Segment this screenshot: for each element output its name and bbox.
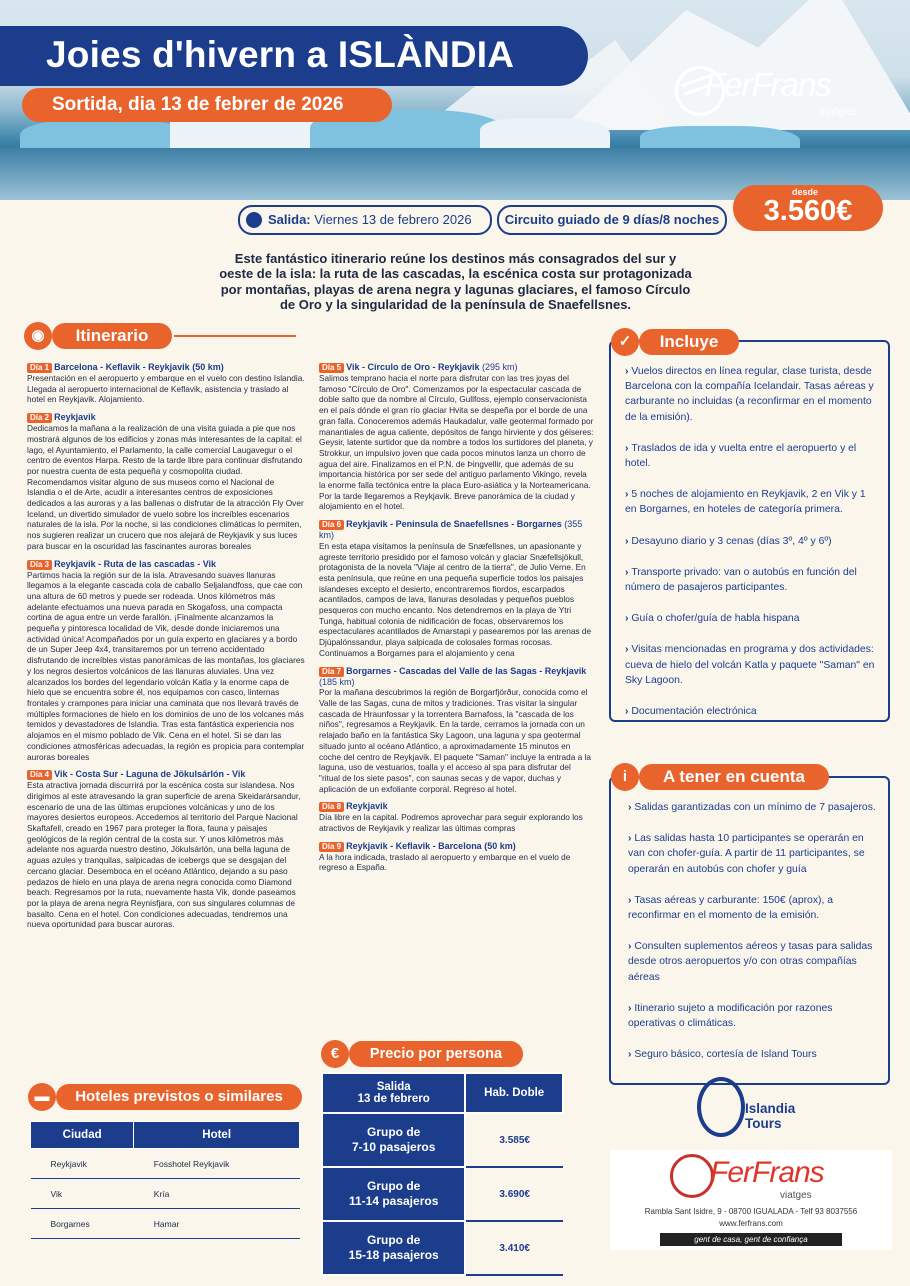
itinerary-day xyxy=(319,666,594,795)
ferfrans-contact-card xyxy=(610,1150,892,1250)
list-item: › Seguro básico, cortesía de Island Tours xyxy=(628,1047,876,1062)
brand-name: FerFrans xyxy=(705,66,831,103)
itinerary-column-right xyxy=(319,362,594,880)
check-icon: ✓ xyxy=(611,328,639,356)
prices-heading: Precio por persona xyxy=(349,1041,523,1067)
table-row xyxy=(31,1209,300,1239)
price-group: Grupo de 15-18 pasajeros xyxy=(322,1221,465,1275)
islandia-tours-logo xyxy=(697,1075,817,1135)
price-amount: 3.585€ xyxy=(465,1113,563,1167)
table-row xyxy=(31,1179,300,1209)
globe-icon xyxy=(670,1154,714,1198)
list-item: › Vuelos directos en línea regular, clase turista, desde Barcelona con la compañía Icelandair. Tasas aéreas y carburante no incluidas (a reconfirmar en el momento de la emisión). xyxy=(625,364,875,425)
hotels-col-hotel: Hotel xyxy=(134,1122,300,1149)
includes-heading: Incluye xyxy=(639,329,739,355)
list-item: › Traslados de ida y vuelta entre el aeropuerto y el hotel. xyxy=(625,441,875,471)
itinerary-column-left xyxy=(27,362,305,937)
day-title: Reykjavik - Keflavik - Barcelona (50 km) xyxy=(346,840,516,851)
table-row xyxy=(322,1167,563,1221)
list-item: › Documentación electrónica xyxy=(625,704,875,719)
itinerary-day xyxy=(319,362,594,512)
day-tag: Día 1 xyxy=(27,363,52,373)
website-link[interactable]: www.ferfrans.com xyxy=(719,1219,783,1228)
day-title: Reykjavik - Peninsula de Snaefellsnes - Borgarnes xyxy=(346,519,562,530)
day-heading xyxy=(319,841,594,852)
notes-list xyxy=(628,800,876,1078)
divider xyxy=(174,335,296,337)
day-text: Presentación en el aeropuerto y embarque en el vuelo con destino Islandia. Llegada al aeropuerto internacional de Keflavik, asistencia y traslado al hotel en Reykjavik. Alojamiento. xyxy=(27,373,305,405)
list-item: › Desayuno diario y 3 cenas (días 3º, 4º y 6º) xyxy=(625,534,875,549)
list-item: › Las salidas hasta 10 participantes se operarán en van con chofer-guía. A partir de 11 participantes, se operarán en autobús con chofer y guía xyxy=(628,831,876,877)
day-text: Salimos temprano hacia el norte para disfrutar con las tres joyas del famoso "Círculo de Oro". Comenzamos por la espectacular cascada de doble salto que da nombre al Círculo, Gullfoss, ejemplo conservacionista en el país dónde el gran río glaciar Hvita se despeña por el borde de una gran falla. Conoceremos además Haukadalur, valle geotermal formado por manantiales de agua caliente, depósitos de fango hirviente y dos géiseres: Geysir, latente surtidor que da nombre a todos los surtidores del planeta, y Strokkur, un impulsivo joven que cada pocos minutos lanza un chorro de agua del aire. Finalizamos en el P.N. de Þingvellir, que además de su importancia histórica por ser sede del antiguo parlamento Vikingo, revela la enorme falla tectónica entre la placa Euro-asiática y la Norteamericana. Por la tarde llegaremos a Reykjavik. Breve panorámica de la ciudad y alojamiento en el hotel. xyxy=(319,373,594,512)
hotel-city: Borgarnes xyxy=(31,1209,134,1239)
day-text: Esta atractiva jornada discurrirá por la escénica costa sur islandesa. Nos dirigimos al este atravesando la gran superficie de arena Skeidarársandur, escenario de una de las últimas erupciones volcánicas y uno de los mayores desiertos europeos. Accedemos al territorio del Parque Nacional Skaftafell, creado en 1967 para proteger la flora, fauna y paisajes geológicos de la región central de la costa sur. Y unos kilómetros más adelante nos aguarda nuestro destino, Jökulsárlón, una bella laguna de aguas azules y tranquilas, salpicadas de icebergs que se desgajan del cercano glaciar. Desemboca en el océano Atlántico, dejando a su paso pedazos de hielo en una playa de arena negra conocida como Diamond beach. Regresamos por la ruta, nuevamente hasta Vik, donde paseamos por la playa de arena negra Reynisfjara, con sus singulares columnas de basalto. Cena en el hotel. Con condiciones adecuadas, tendremos una nueva oportunidad para buscar auroras. xyxy=(27,780,301,930)
departure-label: Salida: xyxy=(268,212,311,227)
list-item: › Tasas aéreas y carburante: 150€ (aprox), a reconfirmar en el momento de la emisión. xyxy=(628,893,876,923)
list-item: › Visitas mencionadas en programa y dos actividades: cueva de hielo del volcán Katla y paquete "Saman" en Sky Lagoon. xyxy=(625,642,875,688)
day-heading xyxy=(319,666,594,688)
day-text: Dedicamos la mañana a la realización de una visita guiada a pie que nos mostrará algunos de los edificios y zonas más interesantes de la capital: el lago, el Ayuntamiento, el Parlamento, la calle comercial Laugavegur o el centro de eventos Harpa. Resto de la tarde libre para continuar disfrutando por nuestra cuenta de esta pequeña y cosmopolita ciudad. Recomendamos visitar alguno de sus museos como el Nacional de Islandia o el de Arte, acudir a interesantes centros de exposiciones dedicados a las auroras y a las ballenas o disfrutar de la atracción Fly Over Iceland, un divertido simulador de vuelo sobre los increíbles escenarios naturales de la isla. Por la noche, si las condiciones climáticas lo permiten, nos sugieren realizar un crucero que nos alejará de Reykjavik y sus luces para buscar en la oscuridad las fascinantes auroras boreales xyxy=(27,423,304,551)
hotel-name: Fosshotel Reykjavik xyxy=(134,1149,300,1179)
day-km: (355 km) xyxy=(319,519,583,541)
day-heading xyxy=(27,362,305,373)
hotels-col-city: Ciudad xyxy=(31,1122,134,1149)
islandia-tours-icon xyxy=(697,1077,745,1137)
page-title: Joies d'hivern a ISLÀNDIA xyxy=(46,34,515,75)
day-tag: Día 5 xyxy=(319,363,344,373)
table-row xyxy=(31,1149,300,1179)
day-title: Reykjavik xyxy=(54,412,96,423)
brand-name: FerFrans xyxy=(710,1156,824,1189)
calendar-icon xyxy=(246,212,262,228)
day-title: Vik - Costa Sur - Laguna de Jökulsárlón - Vik xyxy=(54,769,246,780)
itinerary-day xyxy=(27,559,305,763)
location-pin-icon: ◉ xyxy=(24,322,52,350)
hotels-heading: Hoteles previstos o similares xyxy=(56,1084,302,1110)
day-tag: Día 9 xyxy=(319,842,344,852)
price-value: 3.560€ xyxy=(763,195,853,227)
hotel-name: Kría xyxy=(134,1179,300,1209)
page-subtitle: Sortida, dia 13 de febrer de 2026 xyxy=(52,94,344,115)
day-title: Vik - Círculo de Oro - Reykjavik xyxy=(346,362,480,372)
list-item: › Itinerario sujeto a modificación por razones operativas o climáticas. xyxy=(628,1001,876,1031)
price-amount: 3.410€ xyxy=(465,1221,563,1275)
departure-pill xyxy=(238,205,492,235)
slogan: gent de casa, gent de confiança xyxy=(660,1233,842,1246)
partner-name: Islandia Tours xyxy=(745,1101,796,1131)
table-row xyxy=(322,1113,563,1167)
day-tag: Día 2 xyxy=(27,413,52,423)
prices-table xyxy=(321,1072,564,1276)
day-text: Por la mañana descubrimos la región de Borgarfjörður, conocida como el Valle de las Sagas, cuna de mitos y tradiciones. Tras visitar la singular cascada de Hraunfossar y la torrentera Barnafoss, la "cascada de los niños", regresamos a Reykjavik. En la tarde, cerramos la jornada con un relajado baño en la fantástica Sky Lagoon, una laguna y spa geotermal situado junto al océano Atlántico, a aproximadamente 15 minutos en coche del centro de Reykjavik. El paquete "Saman" incluye la entrada a la laguna, uso de vestuarios, toalla y el acceso al spa para disfrutar del "ritual de los siete pasos", con saunas secas y de vapor, duchas y aplicación de un exfoliante corporal. Regreso al hotel. xyxy=(319,687,592,794)
notes-heading: A tener en cuenta xyxy=(639,764,829,790)
day-km: (185 km) xyxy=(319,676,355,687)
info-icon: i xyxy=(611,763,639,791)
day-text: A la hora indicada, traslado al aeropuerto y embarque en el vuelo de regreso a España. xyxy=(319,851,571,873)
prices-col-double: Hab. Doble xyxy=(465,1073,563,1113)
day-heading xyxy=(27,769,305,780)
day-tag: Día 4 xyxy=(27,770,52,780)
prices-col-departure: Salida 13 de febrero xyxy=(322,1073,465,1113)
day-tag: Día 3 xyxy=(27,560,52,570)
price-amount: 3.690€ xyxy=(465,1167,563,1221)
list-item: › Transporte privado: van o autobús en función del número de pasajeros participantes. xyxy=(625,565,875,595)
bed-icon: ▬ xyxy=(28,1083,56,1111)
table-row xyxy=(322,1221,563,1275)
hotel-city: Vik xyxy=(31,1179,134,1209)
day-tag: Día 6 xyxy=(319,520,344,530)
itinerary-heading: Itinerario xyxy=(52,323,172,349)
brand-sub: viatges xyxy=(819,104,858,118)
day-tag: Día 8 xyxy=(319,802,344,812)
hotel-name: Hamar xyxy=(134,1209,300,1239)
day-text: En esta etapa visitamos la península de Snæfellsnes, un apasionante y agreste territorio presidido por el famoso volcán y glaciar Snæfellsjökull, protagonista de la novela "Viaje al centro de la tierra", de Julio Verne. En esta península, que reúne en una pequeña superficie todos los paisajes islandeses excepto el desierto, encontraremos fiordos, escarpados acantilados, campos de lava, llanuras desoladas y pequeños pueblos pesqueros con mucho encanto. Nos detendremos en la playa de Ytri Tunga, habitual colonia de nidificación de focas, observaremos los espectaculares acantilados de Arnarstapi y pasearemos por las arenas de Djúpalónssandur, playa salpicada de colosales formas rocosas. Continuamos a Borgarnes para el alojamiento y cena xyxy=(319,540,592,658)
day-heading xyxy=(27,559,305,570)
day-title: Reykjavik xyxy=(346,801,388,812)
day-title: Barcelona - Keflavik - Reykjavik (50 km) xyxy=(54,362,224,372)
list-item: › Guía o chofer/guía de habla hispana xyxy=(625,611,875,626)
itinerary-day xyxy=(27,412,305,551)
list-item: › Consulten suplementos aéreos y tasas para salidas desde otros aeropuertos y/o con otras compañías aéreas xyxy=(628,939,876,985)
price-group: Grupo de 7-10 pasajeros xyxy=(322,1113,465,1167)
itinerary-day xyxy=(319,801,594,833)
includes-list xyxy=(625,364,875,735)
day-heading xyxy=(27,412,305,423)
hotels-table xyxy=(30,1121,300,1239)
day-title: Borgarnes - Cascadas del Valle de las Sagas - Reykjavik xyxy=(346,665,587,676)
list-item: › Salidas garantizadas con un mínimo de 7 pasajeros. xyxy=(628,800,876,815)
day-title: Reykjavik - Ruta de las cascadas - Vik xyxy=(54,558,217,569)
circuit-pill: Circuito guiado de 9 días/8 noches xyxy=(497,205,727,235)
brand-sub: viatges xyxy=(780,1190,812,1201)
hotel-city: Reykjavik xyxy=(31,1149,134,1179)
ferfrans-logo-top xyxy=(675,64,875,124)
day-km: (295 km) xyxy=(482,362,518,372)
itinerary-day xyxy=(319,841,594,873)
departure-value: Viernes 13 de febrero 2026 xyxy=(314,212,472,227)
euro-icon: € xyxy=(321,1040,349,1068)
price-from-label: desde xyxy=(792,187,819,197)
itinerary-day xyxy=(27,769,305,930)
day-heading xyxy=(319,801,594,812)
day-tag: Día 7 xyxy=(319,667,344,677)
day-text: Día libre en la capital. Podremos aprovechar para seguir explorando los atractivos de Reykjavik y realizar las últimas compras xyxy=(319,812,583,834)
list-item: › 5 noches de alojamiento en Reykjavik, 2 en Vik y 1 en Borgarnes, en hoteles de categoría primera. xyxy=(625,487,875,517)
price-group: Grupo de 11-14 pasajeros xyxy=(322,1167,465,1221)
address: Rambla Sant Isidre, 9 - 08700 IGUALADA - Telf 93 8037556 xyxy=(644,1207,858,1216)
day-text: Partimos hacia la región sur de la isla. Atravesando suaves llanuras llegamos a la elegante cascada cola de caballo Seljalandfoss, que cae con una altura de 60 metros y puede ser rodeada. Unos kilómetros más adelante efectuamos una nueva parada en Skogafoss, una compacta cortina de agua entre un verde farallón. ¡Finalmente alcanzamos la pequeña y pintoresca localidad de Vik, desde donde iniciaremos una actividad única! Acompañados por un guía experto en glaciares y a bordo de un Super Jeep 4x4, transitaremos por un terreno accidentado disfrutando de increíbles vistas panorámicas de las montañas, los glaciares y los negros desiertos volcánicos de las llanuras aluviales. Una vez alcanzados los bordes del legendario volcán Katla y la enorme capa de hielo que se encuentra sobre él, nos equipamos con casco, linternas frontales y crampones para iniciar una caminata que nos llevará través de múltiples formaciones de hielo en los dominios de uno de los volcanes más temidos y devastadores de Islandia. Tras esta fantástica experiencia nos alojamos en el mismo poblado de Vik. Cena en el hotel. Si se dan las condiciones atmosféricas adecuadas, la región es propicia para contemplar auroras boreales xyxy=(27,569,305,762)
itinerary-day xyxy=(27,362,305,405)
intro-text: Este fantástico itinerario reúne los destinos más consagrados del sur y oeste de la isla: la ruta de las cascadas, la escénica costa sur protagonizada por montañas, playas de arena negra y lagunas glaciares, el famoso Círculo de Oro y la singularidad de la península de Snaefellsnes. xyxy=(219,251,692,313)
day-heading xyxy=(319,519,594,541)
day-heading xyxy=(319,362,594,373)
itinerary-day xyxy=(319,519,594,658)
price-badge xyxy=(733,185,883,231)
